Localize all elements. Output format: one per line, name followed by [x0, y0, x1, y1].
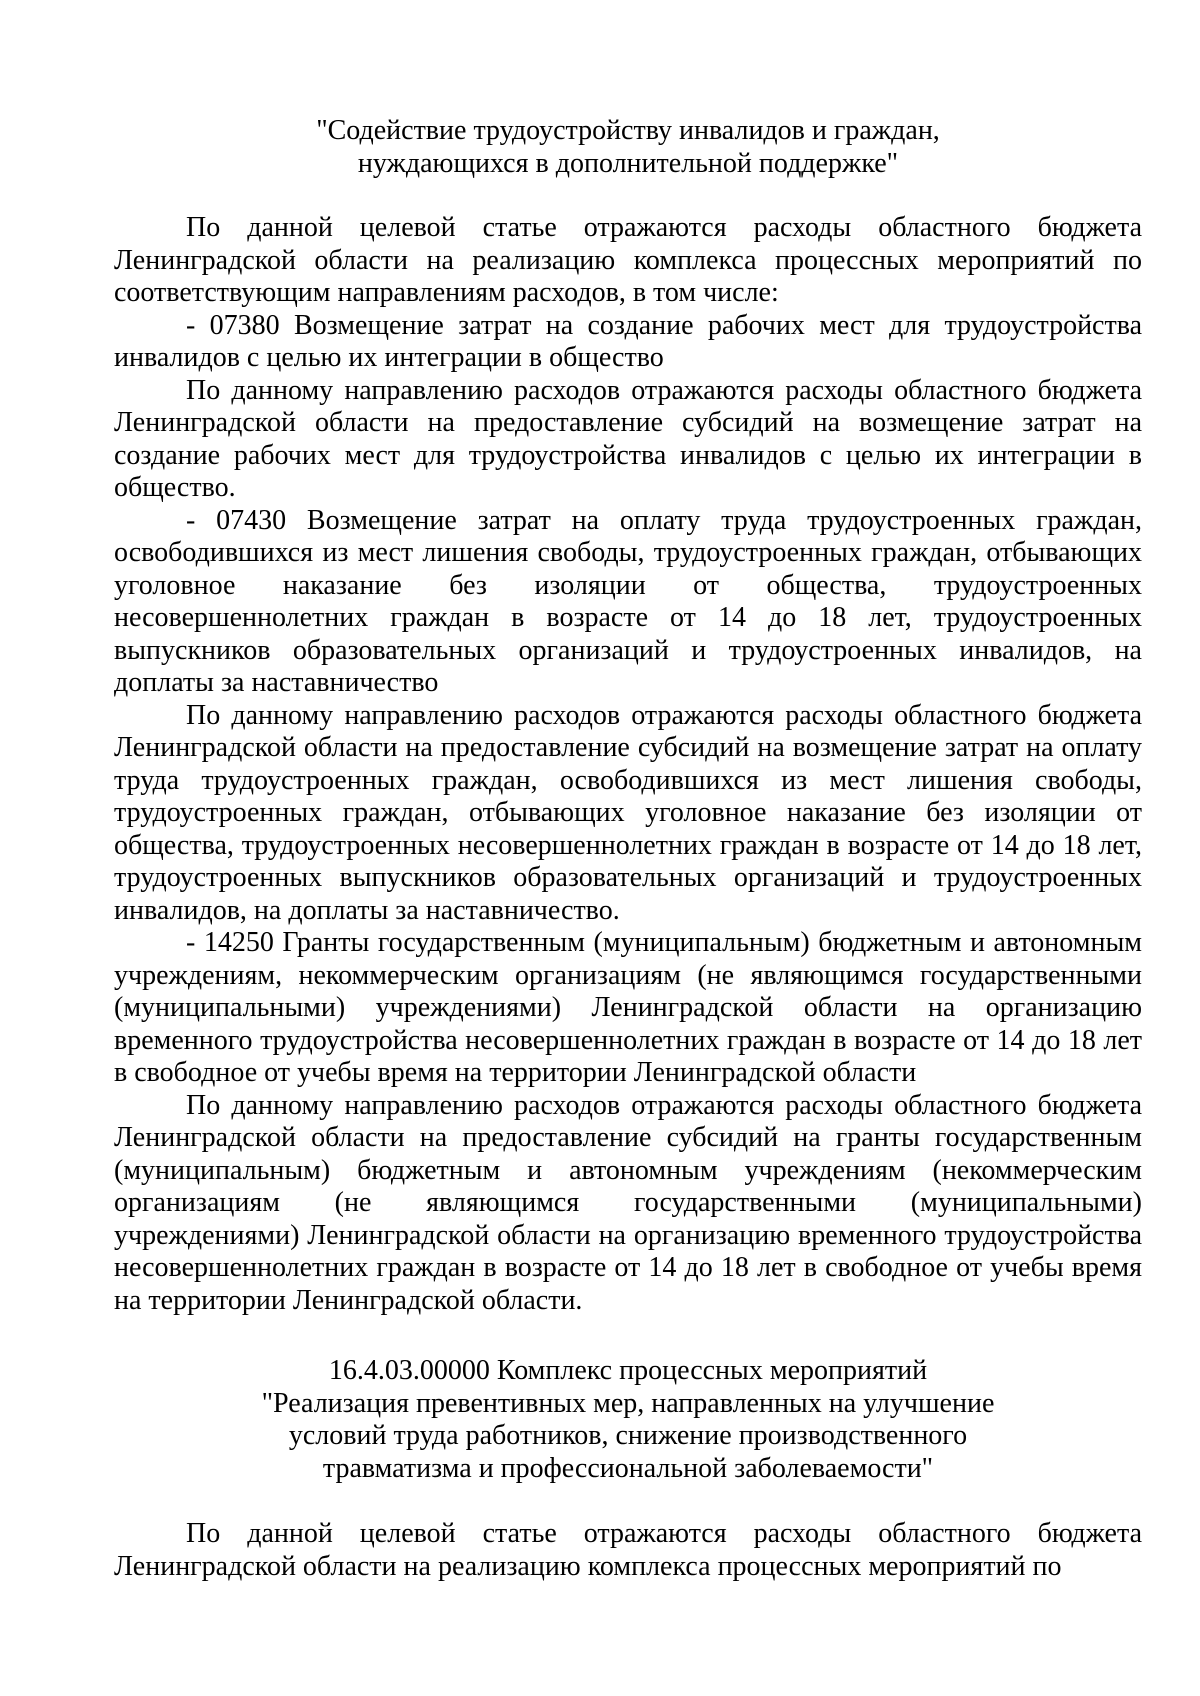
paragraph-item-14250: - 14250 Гранты государственным (муниципальным) бюджетным и автономным учреждениям, некоммерческим организациям (не являющимся государственными (муниципальными) учреждениями) Ленинградской области на организацию временного трудоустройства несовершеннолетних граждан в возрасте от 14 до 18 лет в свободное от учебы время на территории Ленинградской области — [114, 927, 1142, 1088]
heading-line: "Содействие трудоустройству инвалидов и граждан, — [316, 115, 940, 146]
paragraph-item-07380: - 07380 Возмещение затрат на создание рабочих мест для трудоустройства инвалидов с целью их интеграции в общество — [114, 309, 1142, 373]
section-body — [114, 1518, 1142, 1583]
paragraph-intro: По данной целевой статье отражаются расходы областного бюджета Ленинградской области на реализацию комплекса процессных мероприятий по — [114, 1518, 1142, 1582]
paragraph-intro: По данной целевой статье отражаются расходы областного бюджета Ленинградской области на реализацию комплекса процессных мероприятий по соответствующим направлениям расходов, в том числе: — [114, 212, 1142, 308]
heading-line: травматизма и профессиональной заболеваемости" — [322, 1452, 934, 1484]
paragraph-description: По данному направлению расходов отражаются расходы областного бюджета Ленинградской области на предоставление субсидий на возмещение затрат на создание рабочих мест для трудоустройства инвалидов с целью их интеграции в общество. — [114, 374, 1142, 503]
section-heading — [114, 115, 1142, 180]
heading-line: нуждающихся в дополнительной поддержке" — [357, 147, 899, 179]
section-heading — [114, 1355, 1142, 1485]
heading-line: "Реализация превентивных мер, направленных на улучшение — [261, 1387, 995, 1419]
paragraph-description: По данному направлению расходов отражаются расходы областного бюджета Ленинградской области на предоставление субсидий на гранты государственным (муниципальным) бюджетным и автономным учреждениям (некоммерческим организациям (не являющимся государственными (муниципальными) учреждениями) Ленинградской области на организацию временного трудоустройства несовершеннолетних граждан в возрасте от 14 до 18 лет в свободное от учебы время на территории Ленинградской области. — [114, 1089, 1142, 1316]
paragraph-description: По данному направлению расходов отражаются расходы областного бюджета Ленинградской области на предоставление субсидий на возмещение затрат на оплату труда трудоустроенных граждан, освободившихся из мест лишения свободы, трудоустроенных граждан, отбывающих уголовное наказание без изоляции от общества, трудоустроенных несовершеннолетних граждан в возрасте от 14 до 18 лет, трудоустроенных выпускников образовательных организаций и трудоустроенных инвалидов, на доплаты за наставничество. — [114, 699, 1142, 926]
heading-line: 16.4.03.00000 Комплекс процессных мероприятий — [328, 1355, 928, 1386]
paragraph-item-07430: - 07430 Возмещение затрат на оплату труда трудоустроенных граждан, освободившихся из мест лишения свободы, трудоустроенных граждан, отбывающих уголовное наказание без изоляции от общества, трудоустроенных несовершеннолетних граждан в возрасте от 14 до 18 лет, трудоустроенных выпускников образовательных организаций и трудоустроенных инвалидов, на доплаты за наставничество — [114, 504, 1142, 698]
section-body — [114, 212, 1142, 1317]
heading-line: условий труда работников, снижение производственного — [288, 1420, 968, 1451]
